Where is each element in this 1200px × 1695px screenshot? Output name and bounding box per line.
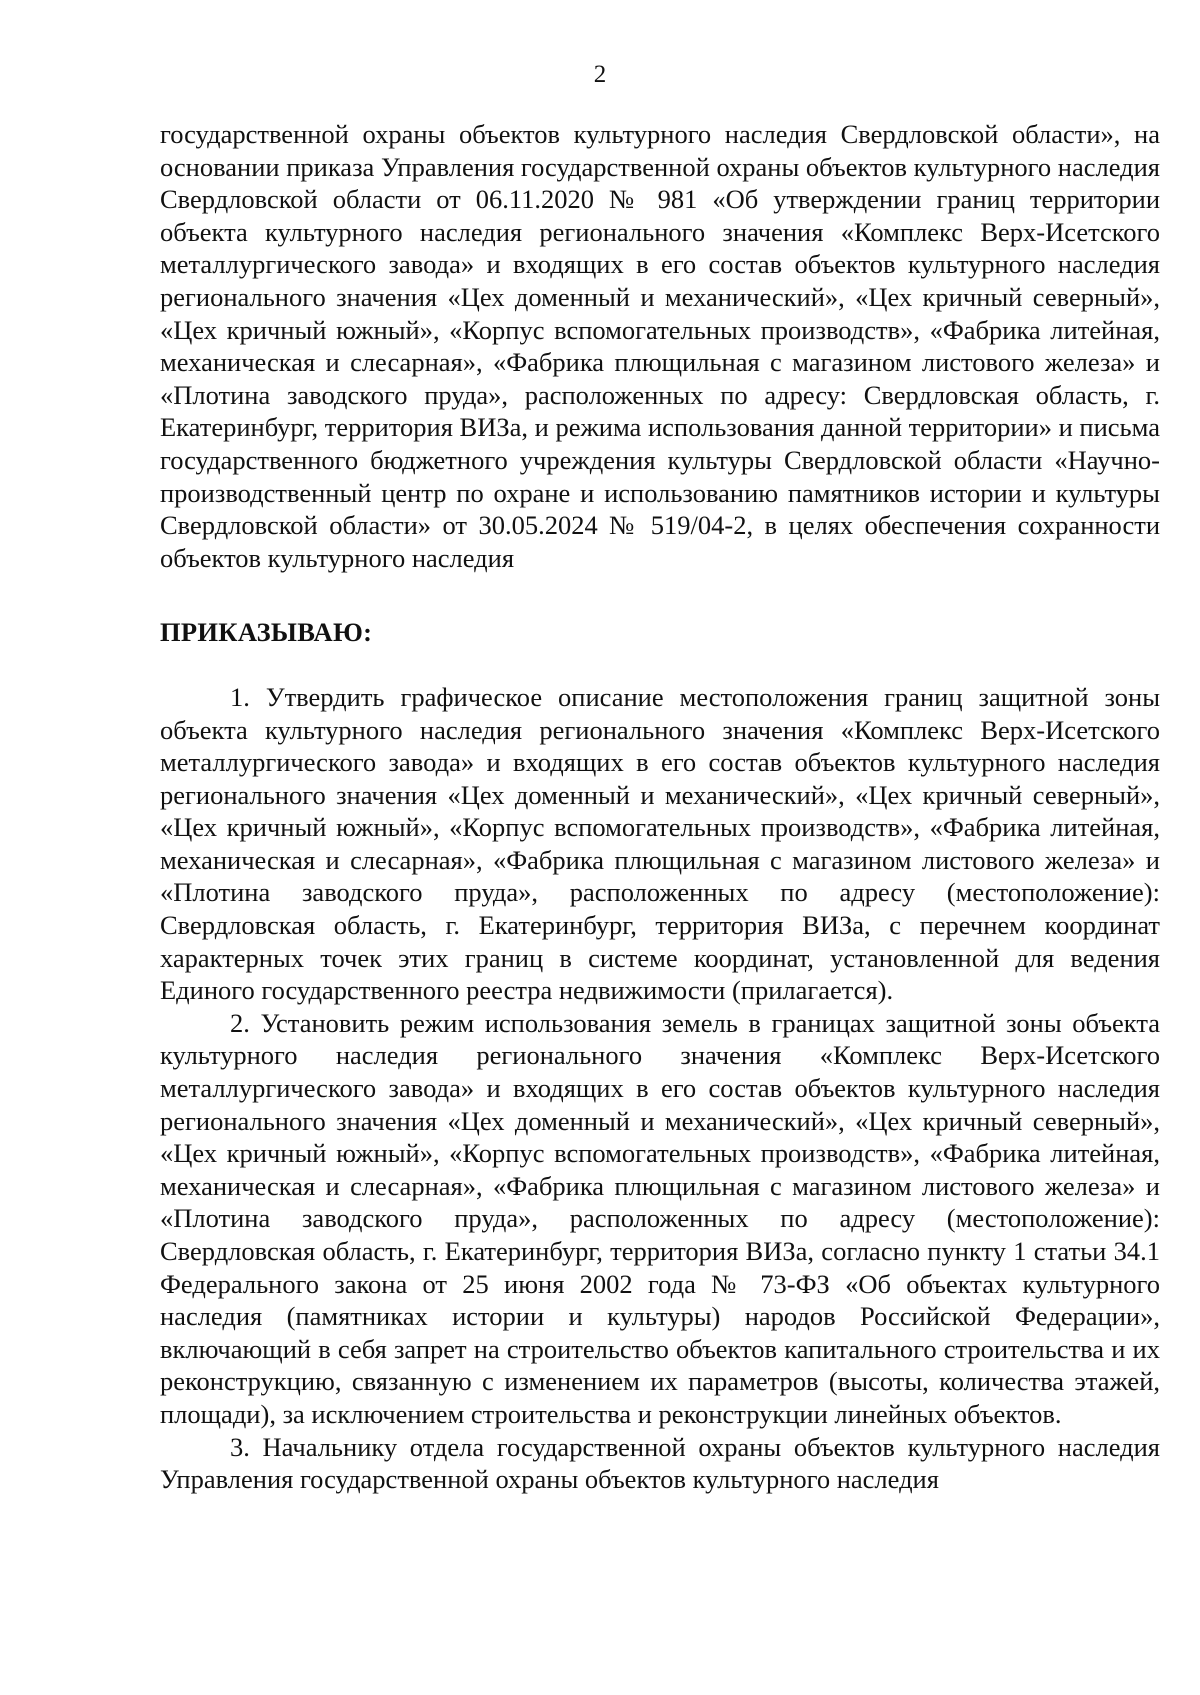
document-body (160, 118, 1160, 1496)
order-item-3: 3. Начальнику отдела государственной охраны объектов культурного наследия Управления государственной охраны объектов культурного наследия (160, 1431, 1160, 1495)
order-heading: ПРИКАЗЫВАЮ: (160, 617, 373, 648)
intro-paragraph: государственной охраны объектов культурного наследия Свердловской области», на основании приказа Управления государственной охраны объектов культурного наследия Свердловской области от 06.11.2020 № 981 «Об утверждении границ территории объекта культурного наследия регионального значения «Комплекс Верх-Исетского металлургического завода» и входящих в его состав объектов культурного наследия регионального значения «Цех доменный и механический», «Цех кричный северный», «Цех кричный южный», «Корпус вспомогательных производств», «Фабрика литейная, механическая и слесарная», «Фабрика плющильная с магазином листового железа» и «Плотина заводского пруда», расположенных по адресу: Свердловская область, г. Екатеринбург, территория ВИЗа, и режима использования данной территории» и письма государственного бюджетного учреждения культуры Свердловской области «Научно-производственный центр по охране и использованию памятников истории и культуры Свердловской области» от 30.05.2024 № 519/04-2, в целях обеспечения сохранности объектов культурного наследия (160, 119, 1160, 573)
order-item-2: 2. Установить режим использования земель в границах защитной зоны объекта культурного наследия регионального значения «Комплекс Верх-Исетского металлургического завода» и входящих в его состав объектов культурного наследия регионального значения «Цех доменный и механический», «Цех кричный северный», «Цех кричный южный», «Корпус вспомогательных производств», «Фабрика литейная, механическая и слесарная», «Фабрика плющильная с магазином листового железа» и «Плотина заводского пруда», расположенных по адресу (местоположение): Свердловская область, г. Екатеринбург, территория ВИЗа, согласно пункту 1 статьи 34.1 Федерального закона от 25 июня 2002 года № 73-ФЗ «Об объектах культурного наследия (памятниках истории и культуры) народов Российской Федерации», включающий в себя запрет на строительство объектов капитального строительства и их реконструкцию, связанную с изменением их параметров (высоты, количества этажей, площади), за исключением строительства и реконструкции линейных объектов. (160, 1007, 1160, 1429)
page-number: 2 (593, 61, 607, 88)
order-item-1: 1. Утвердить графическое описание местоположения границ защитной зоны объекта культурного наследия регионального значения «Комплекс Верх-Исетского металлургического завода» и входящих в его состав объектов культурного наследия регионального значения «Цех доменный и механический», «Цех кричный северный», «Цех кричный южный», «Корпус вспомогательных производств», «Фабрика литейная, механическая и слесарная», «Фабрика плющильная с магазином листового железа» и «Плотина заводского пруда», расположенных по адресу (местоположение): Свердловская область, г. Екатеринбург, территория ВИЗа, с перечнем координат характерных точек этих границ в системе координат, установленной для ведения Единого государственного реестра недвижимости (прилагается). (160, 681, 1160, 1006)
